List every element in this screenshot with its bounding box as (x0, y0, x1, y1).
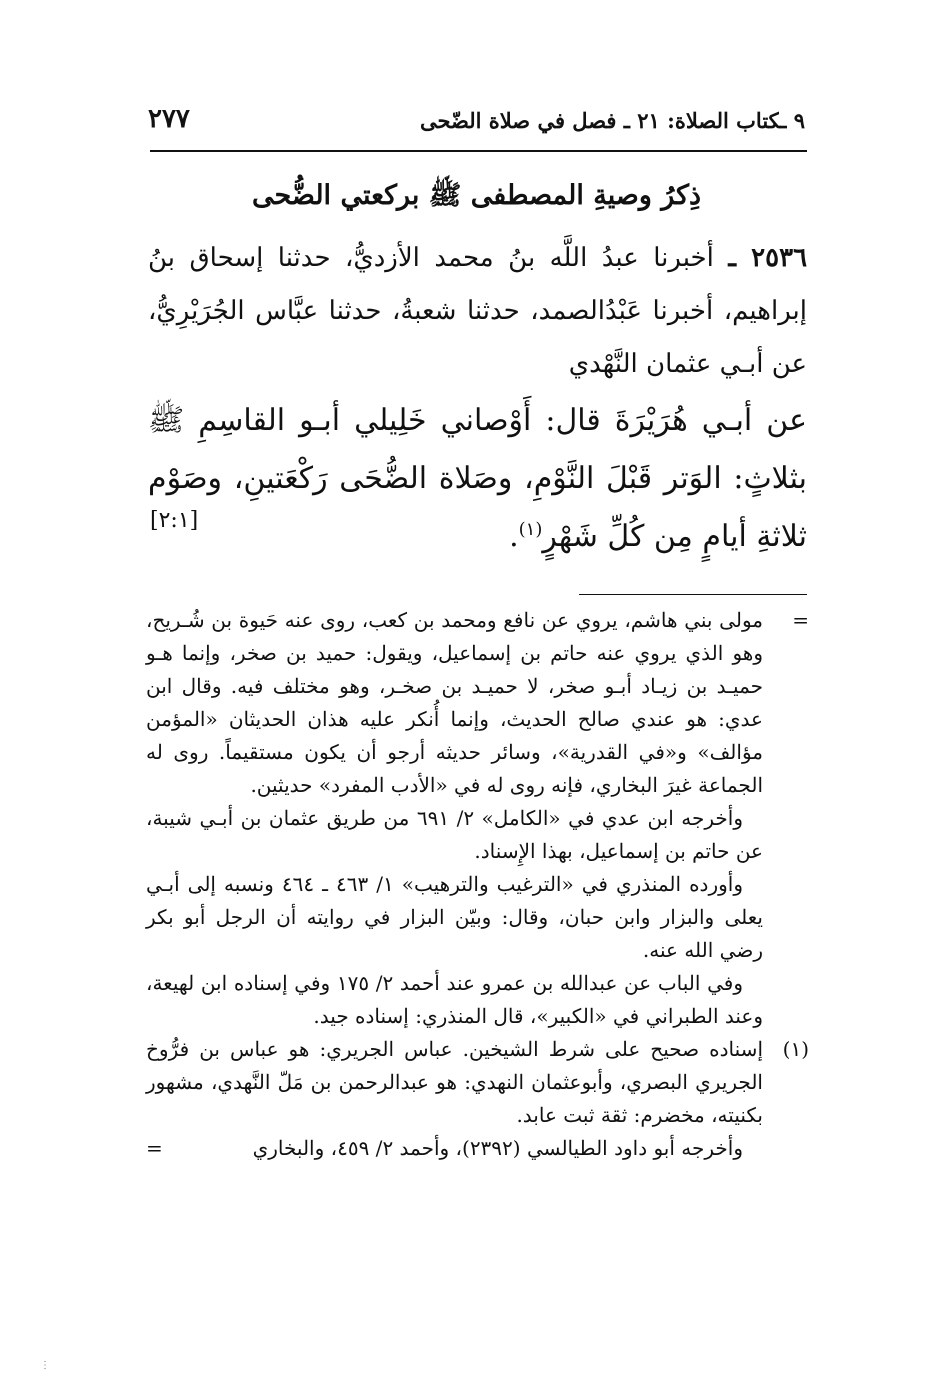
matn-end: . (509, 519, 519, 554)
footnote-paragraph (146, 868, 807, 967)
hadith-number: ٢٥٣٦ ـ (728, 243, 808, 273)
footnote-1-text: إسناده صحيح على شرط الشيخين. عباس الجريري: هو عباس بن فرُّوخ الجريري البصري، وأبوعثمان النهدي: هو عبدالرحمن بن مَلّ النَّهدي، مشهور بكنيته، مخضرم: ثقة ثبت عابد. (146, 1037, 763, 1127)
footnote-text: وفي الباب عن عبدالله بن عمرو عند أحمد ٢/ ١٧٥ وفي إسناده ابن لهيعة، وعند الطبراني في «الكبير»، قال المنذري: إسناده جيد. (146, 971, 763, 1028)
isnad-text: أخبرنا عبدُ اللَّه بنُ محمد الأزديُّ، حدثنا إسحاق بنُ إبراهيم، أخبرنا عَبْدُالصمد، حدثنا شعبةُ، حدثنا عبَّاس الجُرَيْرِيُّ، عن أبـي عثمان النَّهْدي (148, 243, 807, 379)
header-rule (150, 150, 807, 152)
hadith-matn (148, 392, 807, 566)
footnote-text: مولى بني هاشم، يروي عن نافع ومحمد بن كعب، روى عنه حَيوة بن شُـريح، وهو الذي يروي عنه حاتم بن إسماعيل، ويقول: حميد بن صخر، وإنما هـو حميـد بن زيـاد أبـو صخر، لا حميـد بن صخـر، وهو مختلف فيه. وقال ابن عدي: هو عندي صالح الحديث، وإنما أُنكر عليه هذان الحديثان «المؤمن مؤالف» و«في القدرية»، وسائر حديثه أرجو أن يكون مستقيماً. روى له الجماعة غيرَ البخاري، فإنه روى له في «الأدب المفرد» حديثين. (146, 608, 763, 797)
footnote-paragraph (146, 967, 807, 1033)
footnote-paragraph (146, 802, 807, 868)
footnote-text: وأخرجه ابن عدي في «الكامل» ٢/ ٦٩١ من طريق عثمان بن أبـي شيبة، عن حاتم بن إسماعيل، بهذا الإِسناد. (146, 806, 763, 863)
running-title: ٩ ـكتاب الصلاة: ٢١ ـ فصل في صلاة الضّحى (419, 108, 805, 133)
footnote-marker: (١) (518, 519, 543, 540)
footnote-text: وأورده المنذري في «الترغيب والترهيب» ١/ ٤٦٣ ـ ٤٦٤ ونسبه إلى أبـي يعلى والبزار وابن حبان، وقال: وبيّن البزار في روايته أن الرجل أبو بكر رضي الله عنه. (146, 872, 763, 962)
hadith-reference: [٢:١] (150, 508, 199, 533)
running-header (148, 100, 805, 140)
continues-mark: = (146, 1136, 163, 1160)
footnote-1-marker: (١) (782, 1037, 809, 1061)
footnote-text: وأخرجه أبو داود الطيالسي (٢٣٩٢)، وأحمد ٢/ ٤٥٩، والبخاري (252, 1136, 743, 1160)
footnote-paragraph (146, 1132, 807, 1165)
section-heading: ذِكرُ وصيةِ المصطفى ﷺ بركعتي الضُّحى (251, 180, 702, 211)
continuation-mark: = (792, 608, 809, 632)
footnote-paragraph (146, 604, 807, 802)
matn-text: عن أبـي هُرَيْرَةَ قال: أَوْصاني خَلِيلي أبـو القاسِمِ ﷺ بثلاثٍ: الوَتر قَبْلَ النَّوْمِ، وصَلاة الضُّحَى رَكْعَتينِ، وصَوْم ثلاثةِ أيامٍ مِن كُلِّ شَهْرٍ (148, 403, 807, 554)
page-number: ٢٧٧ (148, 104, 190, 134)
footnote-1 (146, 1033, 807, 1132)
footnote-separator (579, 594, 807, 595)
hadith-isnad (148, 232, 807, 391)
footnotes (146, 604, 807, 1165)
scan-speck: ⋮ (40, 1360, 50, 1371)
